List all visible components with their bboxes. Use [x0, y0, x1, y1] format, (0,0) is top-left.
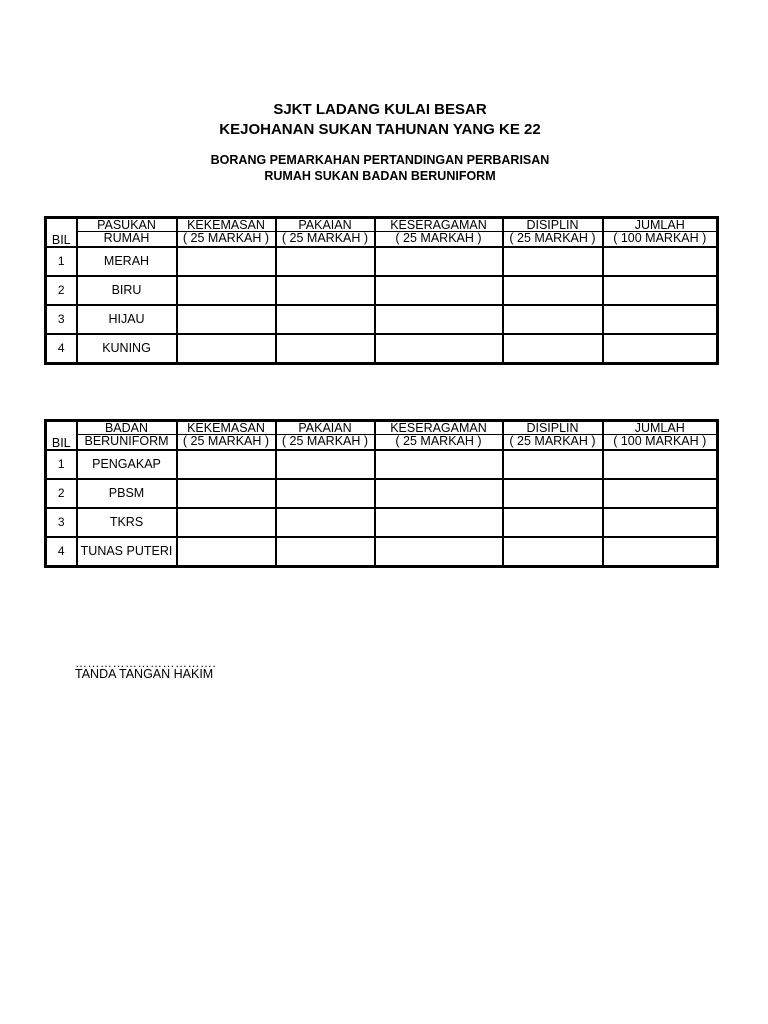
score-cell[interactable]	[177, 537, 276, 567]
criteria-header-pakaian: PAKAIAN	[276, 218, 375, 232]
form-title: BORANG PEMARKAHAN PERTANDINGAN PERBARISAN	[210, 153, 550, 167]
table-row	[46, 508, 718, 537]
criteria-header-disiplin: DISIPLIN	[503, 421, 603, 435]
row-number: 4	[46, 334, 77, 364]
score-cell[interactable]	[276, 479, 375, 508]
score-cell[interactable]	[375, 450, 503, 479]
score-cell[interactable]	[177, 276, 276, 305]
table-row	[46, 305, 718, 334]
score-cell[interactable]	[503, 305, 603, 334]
team-name: HIJAU	[77, 305, 177, 334]
table-row	[46, 334, 718, 364]
criteria-header-disiplin: DISIPLIN	[503, 218, 603, 232]
table-row	[46, 276, 718, 305]
total-cell[interactable]	[603, 479, 718, 508]
row-number: 2	[46, 276, 77, 305]
team-name: KUNING	[77, 334, 177, 364]
table-header-row	[46, 421, 718, 435]
score-cell[interactable]	[503, 276, 603, 305]
criteria-max-kekemasan: ( 25 MARKAH )	[177, 232, 276, 248]
table-row	[46, 537, 718, 567]
team-header-bottom: RUMAH	[77, 232, 177, 248]
score-cell[interactable]	[375, 276, 503, 305]
score-cell[interactable]	[177, 305, 276, 334]
table-header-row	[46, 218, 718, 232]
row-number: 4	[46, 537, 77, 567]
total-cell[interactable]	[603, 450, 718, 479]
team-name: PENGAKAP	[77, 450, 177, 479]
score-cell[interactable]	[503, 334, 603, 364]
form-subtitle: RUMAH SUKAN BADAN BERUNIFORM	[264, 169, 496, 183]
score-cell[interactable]	[375, 479, 503, 508]
total-cell[interactable]	[603, 247, 718, 276]
criteria-header-jumlah: JUMLAH	[603, 421, 718, 435]
score-cell[interactable]	[503, 479, 603, 508]
score-cell[interactable]	[177, 479, 276, 508]
school-name: SJKT LADANG KULAI BESAR	[273, 101, 487, 118]
signature-label: TANDA TANGAN HAKIM	[75, 667, 214, 681]
table-header-row	[46, 435, 718, 451]
score-cell[interactable]	[276, 334, 375, 364]
bil-header: BIL	[46, 218, 77, 248]
criteria-max-pakaian: ( 25 MARKAH )	[276, 435, 375, 451]
criteria-max-keseragaman: ( 25 MARKAH )	[375, 232, 503, 248]
team-header-bottom: BERUNIFORM	[77, 435, 177, 451]
house-score-table	[44, 216, 719, 365]
total-cell[interactable]	[603, 305, 718, 334]
criteria-max-jumlah: ( 100 MARKAH )	[603, 435, 718, 451]
score-cell[interactable]	[503, 247, 603, 276]
score-cell[interactable]	[177, 247, 276, 276]
criteria-max-jumlah: ( 100 MARKAH )	[603, 232, 718, 248]
criteria-header-pakaian: PAKAIAN	[276, 421, 375, 435]
row-number: 3	[46, 305, 77, 334]
criteria-max-keseragaman: ( 25 MARKAH )	[375, 435, 503, 451]
team-name: BIRU	[77, 276, 177, 305]
criteria-max-disiplin: ( 25 MARKAH )	[503, 232, 603, 248]
criteria-header-kekemasan: KEKEMASAN	[177, 218, 276, 232]
team-name: PBSM	[77, 479, 177, 508]
score-cell[interactable]	[177, 508, 276, 537]
criteria-max-disiplin: ( 25 MARKAH )	[503, 435, 603, 451]
criteria-max-kekemasan: ( 25 MARKAH )	[177, 435, 276, 451]
total-cell[interactable]	[603, 508, 718, 537]
score-cell[interactable]	[503, 537, 603, 567]
score-cell[interactable]	[177, 450, 276, 479]
table-row	[46, 450, 718, 479]
score-cell[interactable]	[276, 508, 375, 537]
team-header-top: PASUKAN	[77, 218, 177, 232]
score-cell[interactable]	[375, 537, 503, 567]
total-cell[interactable]	[603, 276, 718, 305]
table-row	[46, 247, 718, 276]
table-row	[46, 479, 718, 508]
score-cell[interactable]	[276, 247, 375, 276]
score-cell[interactable]	[276, 537, 375, 567]
table-header-row	[46, 232, 718, 248]
score-cell[interactable]	[375, 247, 503, 276]
score-cell[interactable]	[375, 305, 503, 334]
score-cell[interactable]	[177, 334, 276, 364]
score-cell[interactable]	[375, 334, 503, 364]
criteria-header-keseragaman: KESERAGAMAN	[375, 421, 503, 435]
row-number: 1	[46, 450, 77, 479]
row-number: 1	[46, 247, 77, 276]
score-cell[interactable]	[503, 450, 603, 479]
uniform-body-score-table	[44, 419, 719, 568]
row-number: 3	[46, 508, 77, 537]
score-cell[interactable]	[503, 508, 603, 537]
bil-header: BIL	[46, 421, 77, 451]
criteria-header-keseragaman: KESERAGAMAN	[375, 218, 503, 232]
signature-line: …………………………….	[75, 656, 217, 670]
score-cell[interactable]	[276, 305, 375, 334]
total-cell[interactable]	[603, 537, 718, 567]
team-header-top: BADAN	[77, 421, 177, 435]
score-cell[interactable]	[375, 508, 503, 537]
total-cell[interactable]	[603, 334, 718, 364]
criteria-header-jumlah: JUMLAH	[603, 218, 718, 232]
event-title: KEJOHANAN SUKAN TAHUNAN YANG KE 22	[219, 121, 541, 138]
team-name: MERAH	[77, 247, 177, 276]
criteria-header-kekemasan: KEKEMASAN	[177, 421, 276, 435]
team-name: TKRS	[77, 508, 177, 537]
team-name: TUNAS PUTERI	[77, 537, 177, 567]
score-cell[interactable]	[276, 450, 375, 479]
row-number: 2	[46, 479, 77, 508]
score-cell[interactable]	[276, 276, 375, 305]
criteria-max-pakaian: ( 25 MARKAH )	[276, 232, 375, 248]
